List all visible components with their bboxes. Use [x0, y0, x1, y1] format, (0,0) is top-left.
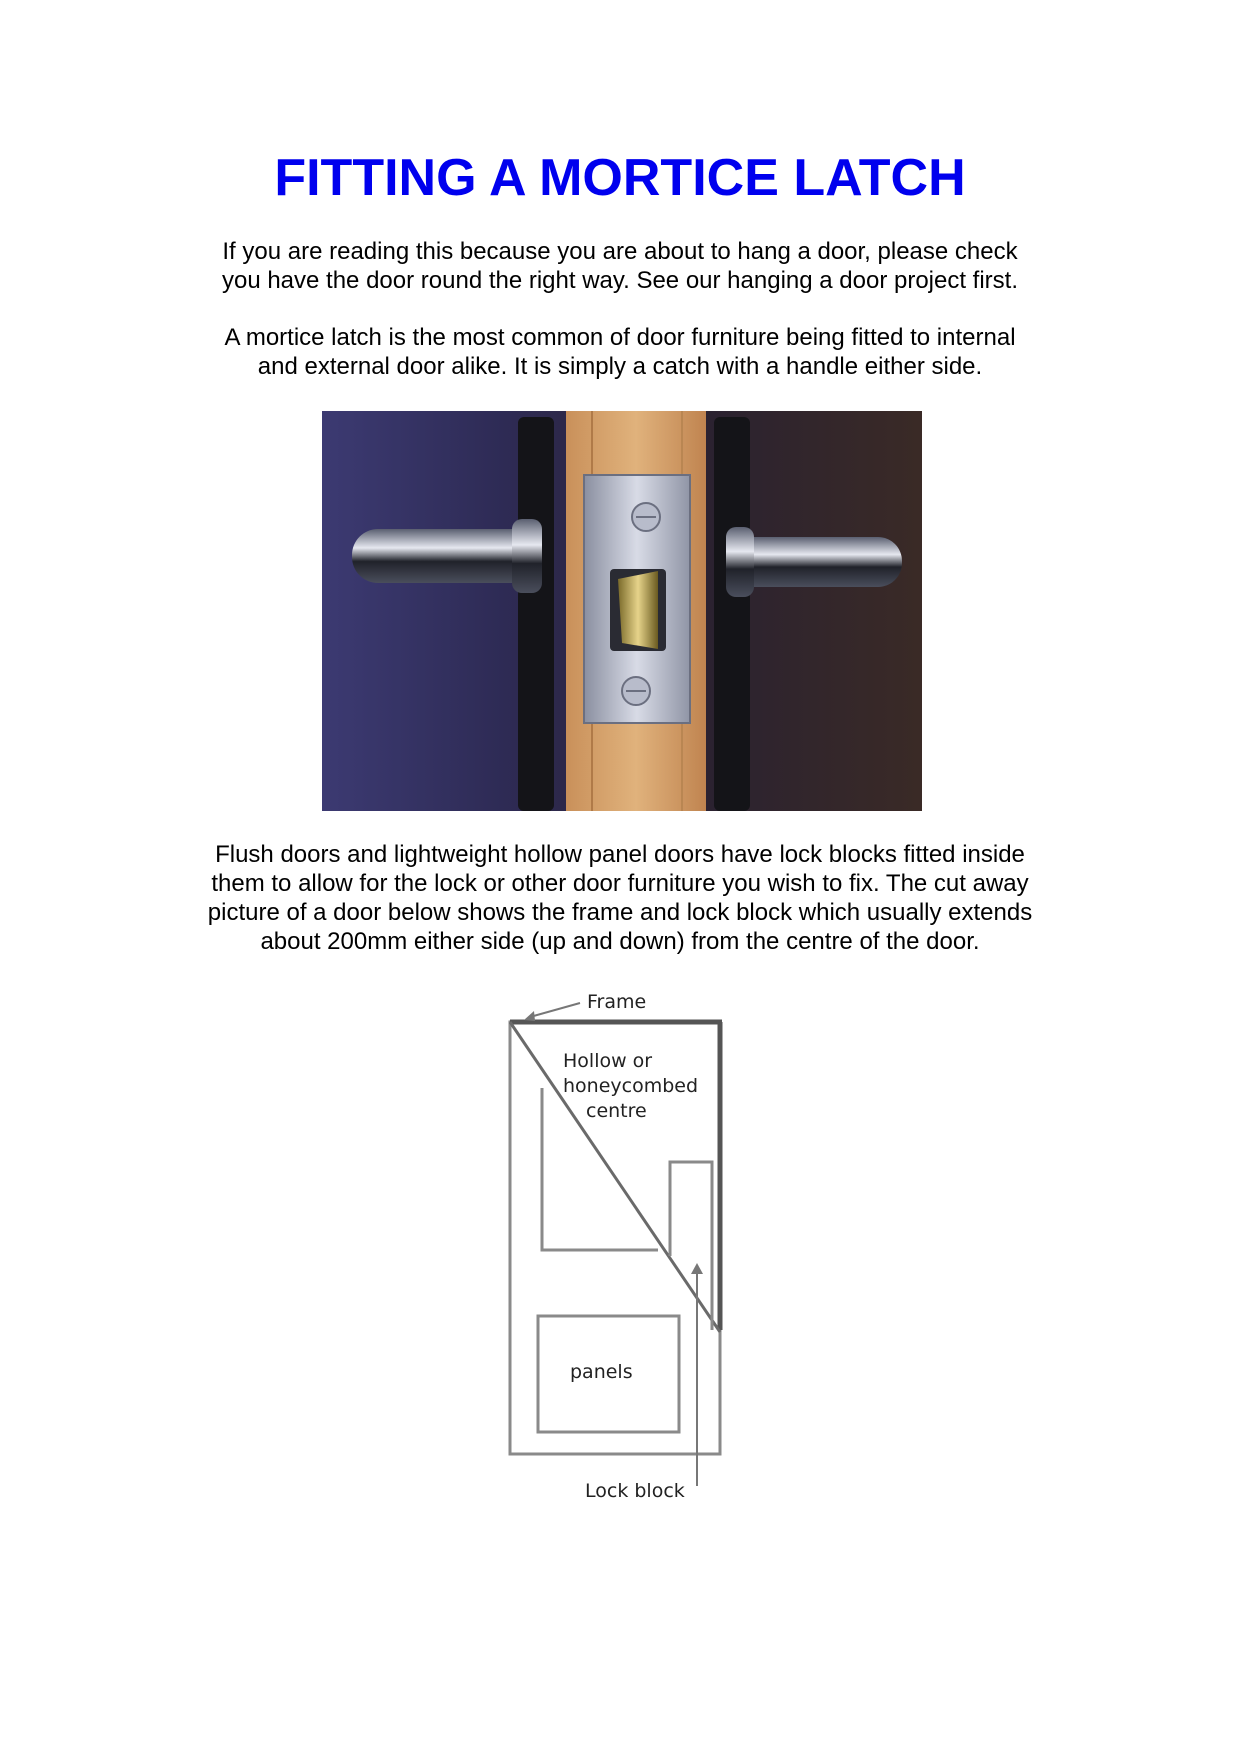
description-line-1: A mortice latch is the most common of door furniture being fitted to internal	[224, 324, 1016, 351]
hollow-label-line-1: Hollow or	[563, 1050, 653, 1072]
page-title: FITTING A MORTICE LATCH	[274, 149, 966, 207]
intro-line-1: If you are reading this because you are about to hang a door, please check	[222, 238, 1018, 265]
frame-label: Frame	[587, 991, 647, 1013]
panels-label: panels	[570, 1361, 633, 1383]
lock-block-paragraph	[150, 840, 1090, 956]
lock-block-line-3: picture of a door below shows the frame and lock block which usually extends	[207, 899, 1033, 926]
intro-paragraph	[150, 237, 1090, 295]
description-paragraph	[150, 323, 1090, 381]
lock-block-line-1: Flush doors and lightweight hollow panel doors have lock blocks fitted inside	[215, 841, 1025, 868]
intro-line-2: you have the door round the right way. See our hanging a door project first.	[221, 267, 1019, 294]
lock-block-label: Lock block	[585, 1480, 685, 1502]
description-line-2: and external door alike. It is simply a catch with a handle either side.	[257, 353, 983, 380]
door-cutaway-diagram	[440, 980, 800, 1520]
hollow-label-line-3: centre	[586, 1100, 647, 1122]
hollow-label-line-2: honeycombed	[563, 1075, 699, 1097]
mortice-latch-photo	[322, 411, 922, 811]
lock-block-line-4: about 200mm either side (up and down) from the centre of the door.	[260, 928, 980, 955]
lock-block-line-2: them to allow for the lock or other door furniture you wish to fix. The cut away	[211, 870, 1029, 897]
